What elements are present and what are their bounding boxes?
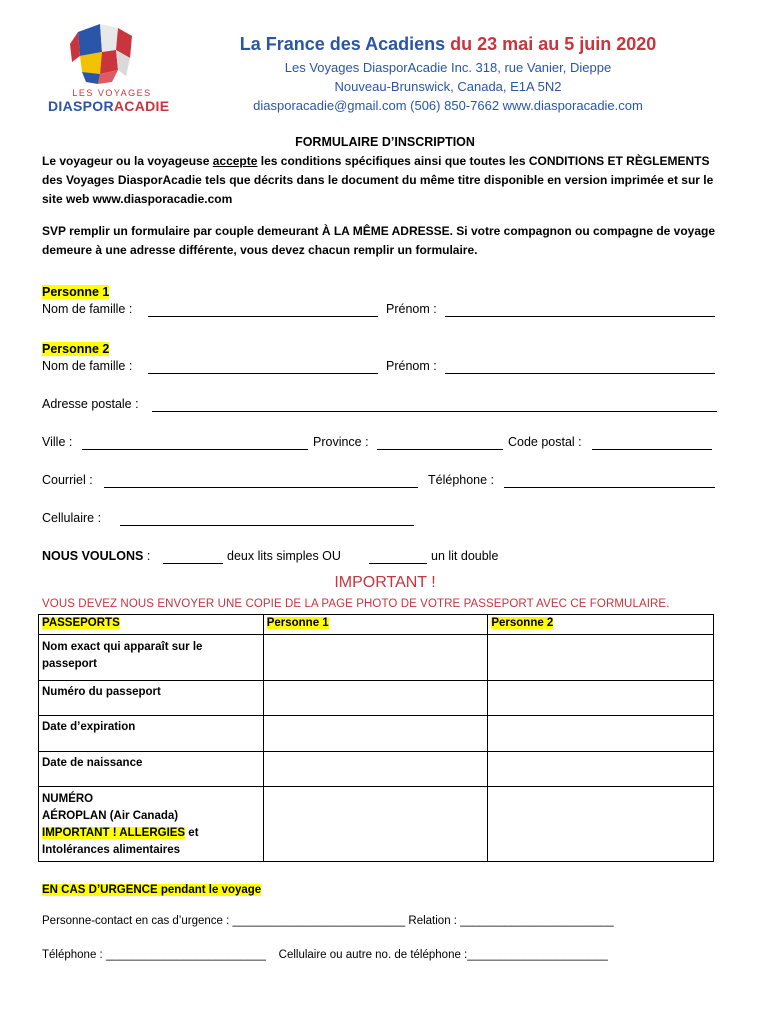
p1-nom-label: Nom de famille : (42, 302, 133, 316)
logo (40, 22, 170, 122)
urgence-relation-field[interactable]: ________________________ (460, 915, 614, 927)
p2-numero-passeport-cell[interactable] (488, 681, 714, 716)
telephone-label: Téléphone : (428, 473, 495, 487)
p2-date-expiration-cell[interactable] (488, 716, 714, 752)
ville-field[interactable] (82, 449, 308, 450)
header-personne-2-text: Personne 2 (491, 617, 554, 629)
adresse-label: Adresse postale : (42, 397, 139, 411)
urgence-heading (42, 880, 261, 898)
lit-double-field[interactable] (369, 563, 427, 564)
urgence-telephone-field[interactable]: _________________________ (105, 949, 266, 961)
personne-1-label: Personne 1 (42, 285, 110, 299)
urgence-cellulaire-field[interactable]: ______________________ (467, 949, 608, 961)
p2-nom-label: Nom de famille : (42, 359, 133, 373)
p2-nom-exact-cell[interactable] (488, 635, 714, 681)
header-personne-2 (488, 615, 714, 635)
aeroplan-line2: AÉROPLAN (Air Canada) (42, 810, 179, 822)
cellulaire-label: Cellulaire : (42, 511, 102, 525)
p2-date-naissance-cell[interactable] (488, 752, 714, 787)
ville-label: Ville : (42, 435, 73, 449)
urgence-cellulaire-label: Cellulaire ou autre no. de téléphone : (278, 949, 468, 961)
row-label-date-naissance: Date de naissance (39, 752, 264, 787)
header-personne-1 (263, 615, 488, 635)
conditions-text-a: Le voyageur ou la voyageuse (42, 154, 213, 168)
header-passeports-text: PASSEPORTS (42, 617, 120, 629)
allergies-line (42, 825, 260, 842)
deux-lits-field[interactable] (163, 563, 223, 564)
urgence-title: EN CAS D’URGENCE pendant le voyage (42, 884, 262, 896)
nous-voulons-label: NOUS VOULONS (42, 549, 144, 563)
row-label-nom-exact: Nom exact qui apparaît sur le passeport (39, 635, 264, 681)
row-label-aeroplan-allergies (39, 787, 264, 862)
urgence-contact-label: Personne-contact en cas d’urgence : (42, 915, 230, 927)
courriel-field[interactable] (104, 487, 418, 488)
urgence-phone-row (42, 949, 608, 961)
adresse-field[interactable] (152, 411, 717, 412)
p1-nom-field[interactable] (148, 316, 378, 317)
table-row (39, 681, 714, 716)
title-dates: du 23 mai au 5 juin 2020 (450, 34, 657, 54)
logo-text-diaspor: DIASPOR (48, 98, 114, 114)
row-label-numero-passeport: Numéro du passeport (39, 681, 264, 716)
header-address-line1: Les Voyages DiasporAcadie Inc. 318, rue Vanier, Dieppe (284, 60, 612, 75)
nous-voulons-colon: : (143, 549, 151, 563)
important-subtitle: VOUS DEVEZ NOUS ENVOYER UNE COPIE DE LA PAGE PHOTO DE VOTRE PASSEPORT AVEC CE FORMULAIRE. (42, 598, 670, 610)
conditions-paragraph (42, 152, 732, 209)
important-title: IMPORTANT ! (334, 574, 436, 591)
intolerances-line: Intolérances alimentaires (42, 844, 181, 856)
form-title: FORMULAIRE D’INSCRIPTION (295, 135, 475, 149)
province-field[interactable] (377, 449, 503, 450)
p2-prenom-label: Prénom : (386, 359, 437, 373)
aeroplan-line1: NUMÉRO (42, 793, 94, 805)
p1-numero-passeport-cell[interactable] (263, 681, 488, 716)
urgence-telephone-label: Téléphone : (42, 949, 103, 961)
page-title (180, 34, 716, 55)
p2-prenom-field[interactable] (445, 373, 715, 374)
code-postal-label: Code postal : (508, 435, 582, 449)
table-row (39, 635, 714, 681)
header-personne-1-text: Personne 1 (266, 617, 329, 629)
logo-text-acadie: ACADIE (113, 98, 170, 114)
telephone-field[interactable] (504, 487, 715, 488)
p1-date-expiration-cell[interactable] (263, 716, 488, 752)
conditions-text-accepte: accepte (212, 154, 258, 168)
province-label: Province : (313, 435, 369, 449)
instructions-paragraph: SVP remplir un formulaire par couple demeurant À LA MÊME ADRESSE. Si votre compagnon ou compagne de voyage demeure à une adresse différente, vous devez chacun remplir un formulaire. (42, 224, 716, 257)
p1-aeroplan-cell[interactable] (263, 787, 488, 862)
code-postal-field[interactable] (592, 449, 712, 450)
header-passeports (39, 615, 264, 635)
logo-text-line1: LES VOYAGES (72, 88, 152, 98)
header-address-line2: Nouveau-Brunswick, Canada, E1A 5N2 (334, 79, 562, 94)
cellulaire-field[interactable] (120, 525, 414, 526)
personne-1-heading (42, 283, 109, 301)
p1-prenom-field[interactable] (445, 316, 715, 317)
lit-double-label: un lit double (431, 549, 499, 563)
urgence-relation-label: Relation : (408, 915, 457, 927)
row-label-date-expiration: Date d’expiration (39, 716, 264, 752)
passport-table (38, 614, 714, 862)
courriel-label: Courriel : (42, 473, 93, 487)
title-main: La France des Acadiens (239, 34, 446, 54)
table-header-row (39, 615, 714, 635)
allergies-label: IMPORTANT ! ALLERGIES (42, 827, 186, 839)
deux-lits-label: deux lits simples OU (227, 549, 341, 563)
allergies-et: et (185, 827, 199, 839)
p1-date-naissance-cell[interactable] (263, 752, 488, 787)
personne-2-label: Personne 2 (42, 342, 110, 356)
nous-voulons-row (42, 549, 150, 563)
urgence-contact-row (42, 915, 614, 927)
table-row (39, 787, 714, 862)
personne-2-heading (42, 340, 109, 358)
p2-nom-field[interactable] (148, 373, 378, 374)
logo-text-line2 (48, 98, 169, 114)
conditions-text-b: les conditions spécifiques ainsi que toutes les CONDITIONS ET RÈGLEMENTS des Voyages DiasporAcadie tels que décrits dans le document du même titre disponible en version imprimée et sur le site web www.diasporacadie.com (42, 154, 714, 206)
p2-aeroplan-cell[interactable] (488, 787, 714, 862)
urgence-contact-field[interactable]: ___________________________ (232, 915, 406, 927)
logo-globe-icon (40, 22, 170, 92)
header-contact-line: diasporacadie@gmail.com (506) 850-7662 www.diasporacadie.com (253, 98, 643, 113)
table-row (39, 752, 714, 787)
table-row (39, 716, 714, 752)
p1-nom-exact-cell[interactable] (263, 635, 488, 681)
p1-prenom-label: Prénom : (386, 302, 437, 316)
